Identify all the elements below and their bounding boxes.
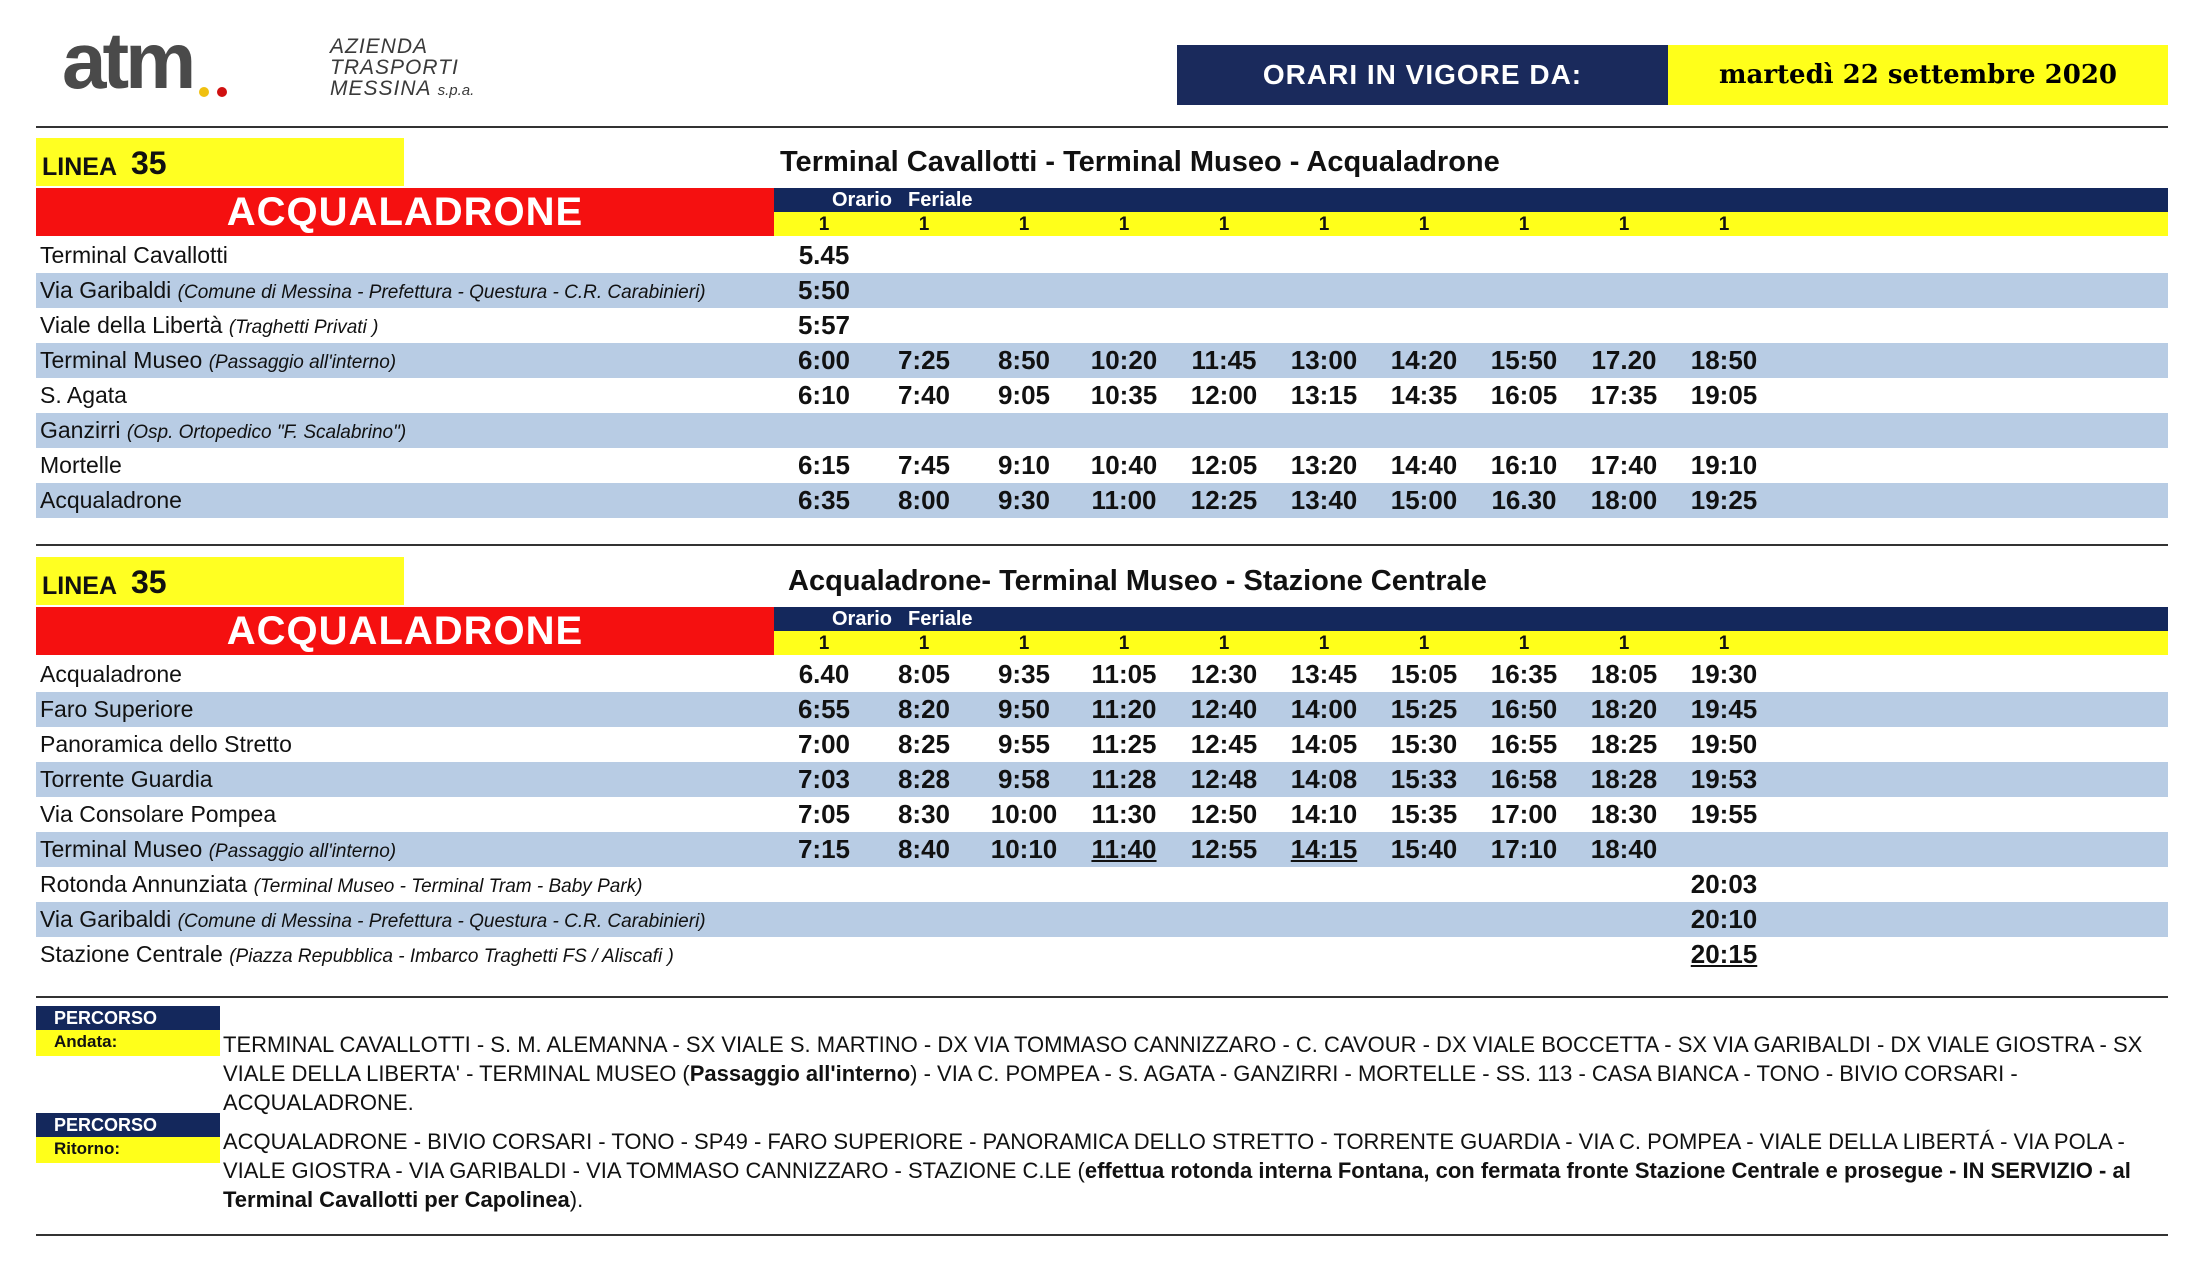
departure-time: 14:40 [1390,450,1458,480]
departure-time: 16:05 [1490,380,1558,410]
departure-time: 12:05 [1190,450,1258,480]
departure-time: 8:25 [897,729,951,759]
trip-number: 1 [1618,214,1630,235]
stop-name [40,657,182,692]
departure-time: 20:03 [1690,869,1758,899]
company-line-2: TRASPORTI [330,56,459,79]
departure-time: 19:50 [1690,729,1758,759]
stop-label: Acqualadrone [40,487,182,513]
stop-name [40,797,276,832]
stop-label: Panoramica dello Stretto [40,731,292,757]
departure-time: 10:40 [1090,450,1158,480]
stop-note: (Osp. Ortopedico "F. Scalabrino") [126,422,407,443]
departure-time: 12:30 [1190,659,1258,689]
stop-label: Faro Superiore [40,696,194,722]
departure-time: 12:00 [1190,380,1258,410]
departure-time: 9:05 [997,380,1051,410]
stop-row [36,937,2168,972]
departure-time: 17.20 [1591,345,1657,375]
trip-number: 1 [1118,214,1130,235]
stop-row [36,378,2168,413]
departure-time: 6:10 [797,380,851,410]
stop-label: Terminal Museo [40,347,203,373]
departure-time: 13:00 [1290,345,1358,375]
stop-label: Torrente Guardia [40,766,213,792]
destination-banner: ACQUALADRONE [36,188,774,236]
stop-row [36,797,2168,832]
stop-row [36,238,2168,273]
stop-row [36,902,2168,937]
departure-time: 19:05 [1690,380,1758,410]
stop-name [40,308,378,345]
departure-time: 16:55 [1490,729,1558,759]
logo-red-dot [217,87,227,97]
departure-time: 15:40 [1390,834,1458,864]
divider [36,126,2168,128]
ritorno-label: Ritorno: [36,1137,220,1163]
stop-name [40,867,642,904]
departure-time: 19:25 [1690,485,1758,515]
andata-route-text: TERMINAL CAVALLOTTI - S. M. ALEMANNA - SX VIALE S. MARTINO - DX VIA TOMMASO CANNIZZARO - C. CAVOUR - DX VIALE BOCCETTA - SX VIA GARIBALDI - DX VIALE GIOSTRA - SX VIALE DELLA LIBERTA' - TERMINAL MUSEO (Passaggio all'interno) - VIA C. POMPEA - S. AGATA - GANZIRRI - MORTELLE - SS. 113 - CASA BIANCA - TONO - BIVIO CORSARI - ACQUALADRONE. [223,1032,2143,1115]
departure-time: 18:50 [1690,345,1758,375]
departure-time: 11:28 [1091,764,1157,794]
departure-time: 7:03 [797,764,851,794]
departure-time: 8:00 [897,485,951,515]
trip-number: 1 [1418,214,1430,235]
departure-time: 15:50 [1490,345,1558,375]
atm-logo [62,30,362,100]
feriale-label: Feriale [908,188,973,211]
percorso-andata-label: PERCORSO [36,1006,220,1030]
departure-time: 19:55 [1690,799,1758,829]
stop-row [36,308,2168,343]
departure-time: 12:50 [1190,799,1258,829]
departure-time: 11:00 [1091,485,1157,515]
departure-time: 6.40 [798,659,850,689]
departure-time: 13:20 [1290,450,1358,480]
stop-note: (Traghetti Privati ) [228,317,379,338]
departure-time: 7:40 [897,380,951,410]
departure-time: 14:08 [1290,764,1358,794]
departure-time: 8:28 [897,764,951,794]
departure-time: 18:00 [1590,485,1658,515]
stop-label: Viale della Libertà [40,312,223,338]
departure-time: 11:40 [1091,834,1157,864]
departure-time: 6:35 [797,485,851,515]
stop-row [36,762,2168,797]
departure-time: 12:55 [1190,834,1258,864]
departure-time: 11:05 [1091,659,1157,689]
company-line-3: MESSINA [330,77,431,100]
departure-time: 10:35 [1090,380,1158,410]
linea-badge [36,138,404,186]
orario-label: Orario [832,607,893,630]
stop-label: Terminal Cavallotti [40,242,228,268]
stop-name [40,762,213,797]
stop-name [40,937,674,974]
departure-time: 17:00 [1490,799,1558,829]
linea-badge [36,557,404,605]
departure-time: 13:15 [1290,380,1358,410]
route-title: Acqualadrone- Terminal Museo - Stazione Centrale [788,565,1487,597]
departure-time: 16:35 [1490,659,1558,689]
stop-note: (Comune di Messina - Prefettura - Questura - C.R. Carabinieri) [177,911,706,932]
departure-time: 9:10 [997,450,1051,480]
stop-name [40,273,706,310]
departure-time: 9:50 [997,694,1051,724]
departure-time: 10:00 [990,799,1058,829]
trip-number: 1 [1218,633,1230,654]
trip-number: 1 [1118,633,1130,654]
trip-number: 1 [918,214,930,235]
route-title: Terminal Cavallotti - Terminal Museo - Acqualadrone [780,146,1500,178]
stop-name [40,832,396,869]
stop-row [36,692,2168,727]
departure-time: 11:20 [1091,694,1157,724]
departure-time: 15:35 [1390,799,1458,829]
departure-time: 5:57 [797,310,851,340]
departure-time: 15:30 [1390,729,1458,759]
departure-time: 9:30 [997,485,1051,515]
departure-time: 20:10 [1690,904,1758,934]
departure-time: 18:20 [1590,694,1658,724]
company-line-1: AZIENDA [330,35,429,58]
logo-text: atm [62,30,193,100]
schedule-header [774,607,2168,631]
departure-time: 14:20 [1390,345,1458,375]
stop-label: Terminal Museo [40,836,203,862]
stop-row [36,273,2168,308]
departure-time: 5.45 [798,240,850,270]
departure-time: 14:35 [1390,380,1458,410]
ritorno-route-text: ACQUALADRONE - BIVIO CORSARI - TONO - SP49 - FARO SUPERIORE - PANORAMICA DELLO STRETTO - TORRENTE GUARDIA - VIA C. POMPEA - VIALE DELLA LIBERTÁ - VIA POLA - VIALE GIOSTRA - VIA GARIBALDI - VIA TOMMASO CANNIZZARO - STAZIONE C.LE (effettua rotonda interna Fontana, con fermata fronte Stazione Centrale e prosegue - IN SERVIZIO - al Terminal Cavallotti per Capolinea). [223,1129,2131,1212]
company-suffix: s.p.a. [437,82,475,99]
andata-label: Andata: [36,1030,220,1056]
departure-time: 13:45 [1290,659,1358,689]
divider [36,1234,2168,1236]
departure-time: 14:15 [1290,834,1358,864]
stop-row [36,727,2168,762]
trip-number: 1 [1318,633,1330,654]
linea-number: 35 [131,145,167,181]
stop-note: (Passaggio all'interno) [208,352,397,373]
stop-label: Via Garibaldi [40,277,172,303]
departure-time: 7:15 [797,834,851,864]
departure-time: 8:30 [897,799,951,829]
departure-time: 13:40 [1290,485,1358,515]
trip-number-bar [774,212,2168,236]
departure-time: 11:30 [1091,799,1157,829]
stop-note: (Terminal Museo - Terminal Tram - Baby Park) [253,876,643,897]
departure-time: 12:45 [1190,729,1258,759]
departure-time: 7:25 [897,345,951,375]
stop-name [40,902,706,939]
stop-row [36,448,2168,483]
departure-time: 16.30 [1491,485,1557,515]
divider [36,996,2168,998]
stop-note: (Passaggio all'interno) [208,841,397,862]
departure-time: 18:40 [1590,834,1658,864]
departure-time: 14:05 [1290,729,1358,759]
departure-time: 18:30 [1590,799,1658,829]
stop-label: Ganzirri [40,417,121,443]
departure-time: 19:10 [1690,450,1758,480]
orario-label: Orario [832,188,893,211]
stop-row [36,483,2168,518]
linea-label: LINEA [42,153,117,181]
departure-time: 18:25 [1590,729,1658,759]
destination-banner: ACQUALADRONE [36,607,774,655]
trip-number: 1 [918,633,930,654]
stop-name [40,448,122,483]
departure-time: 19:30 [1690,659,1758,689]
departure-time: 17:10 [1490,834,1558,864]
stop-row [36,343,2168,378]
trip-number: 1 [1018,214,1030,235]
departure-time: 18:05 [1590,659,1658,689]
stop-note: (Piazza Repubblica - Imbarco Traghetti FS / Aliscafi ) [229,946,674,967]
stop-row [36,657,2168,692]
feriale-label: Feriale [908,607,973,630]
departure-time: 10:20 [1090,345,1158,375]
trip-number: 1 [1618,633,1630,654]
stop-label: Stazione Centrale [40,941,223,967]
departure-time: 9:35 [997,659,1051,689]
divider [36,544,2168,546]
trip-number: 1 [1018,633,1030,654]
percorso-ritorno-label: PERCORSO [36,1113,220,1137]
departure-time: 8:40 [897,834,951,864]
departure-time: 16:10 [1490,450,1558,480]
departure-time: 9:58 [997,764,1051,794]
stop-name [40,378,127,413]
stop-label: Via Consolare Pompea [40,801,277,827]
stop-name [40,413,406,450]
departure-time: 14:00 [1290,694,1358,724]
departure-time: 20:15 [1690,939,1758,969]
departure-time: 7:05 [797,799,851,829]
departure-time: 19:45 [1690,694,1758,724]
departure-time: 15:25 [1390,694,1458,724]
trip-number: 1 [818,633,830,654]
logo-yellow-dot [199,87,209,97]
departure-time: 14:10 [1290,799,1358,829]
schedule-header [774,188,2168,212]
departure-time: 8:50 [997,345,1051,375]
stop-row [36,832,2168,867]
departure-time: 11:25 [1091,729,1157,759]
trip-number: 1 [1518,633,1530,654]
departure-time: 17:35 [1590,380,1658,410]
trip-number: 1 [1718,214,1730,235]
departure-time: 16:58 [1490,764,1558,794]
stop-name [40,343,396,380]
validity-date: martedì 22 settembre 2020 [1668,45,2168,105]
departure-time: 15:05 [1390,659,1458,689]
departure-time: 11:45 [1191,345,1257,375]
stop-label: Via Garibaldi [40,906,172,932]
departure-time: 5:50 [797,275,851,305]
departure-time: 10:10 [990,834,1058,864]
linea-number: 35 [131,564,167,600]
departure-time: 12:48 [1190,764,1258,794]
stop-label: Acqualadrone [40,661,182,687]
departure-time: 18:28 [1590,764,1658,794]
stop-name [40,727,292,762]
stop-row [36,867,2168,902]
stop-label: Mortelle [40,452,122,478]
trip-number: 1 [1718,633,1730,654]
trip-number-bar [774,631,2168,655]
departure-time: 19:53 [1690,764,1758,794]
departure-time: 12:40 [1190,694,1258,724]
stop-name [40,692,193,727]
departure-time: 8:05 [897,659,951,689]
stop-name [40,483,182,518]
departure-time: 6:00 [797,345,851,375]
trip-number: 1 [818,214,830,235]
stop-label: Rotonda Annunziata [40,871,248,897]
stop-name [40,238,228,273]
stop-note: (Comune di Messina - Prefettura - Questura - C.R. Carabinieri) [177,282,706,303]
departure-time: 12:25 [1190,485,1258,515]
validity-label: ORARI IN VIGORE DA: [1177,45,1668,105]
linea-label: LINEA [42,572,117,600]
departure-time: 6:55 [797,694,851,724]
departure-time: 7:45 [897,450,951,480]
trip-number: 1 [1218,214,1230,235]
trip-number: 1 [1318,214,1330,235]
trip-number: 1 [1418,633,1430,654]
departure-time: 7:00 [797,729,851,759]
departure-time: 9:55 [997,729,1051,759]
departure-time: 16:50 [1490,694,1558,724]
departure-time: 17:40 [1590,450,1658,480]
departure-time: 6:15 [797,450,851,480]
trip-number: 1 [1518,214,1530,235]
stop-label: S. Agata [40,382,127,408]
departure-time: 15:33 [1390,764,1458,794]
departure-time: 15:00 [1390,485,1458,515]
stop-row [36,413,2168,448]
company-name [330,36,474,101]
departure-time: 8:20 [897,694,951,724]
